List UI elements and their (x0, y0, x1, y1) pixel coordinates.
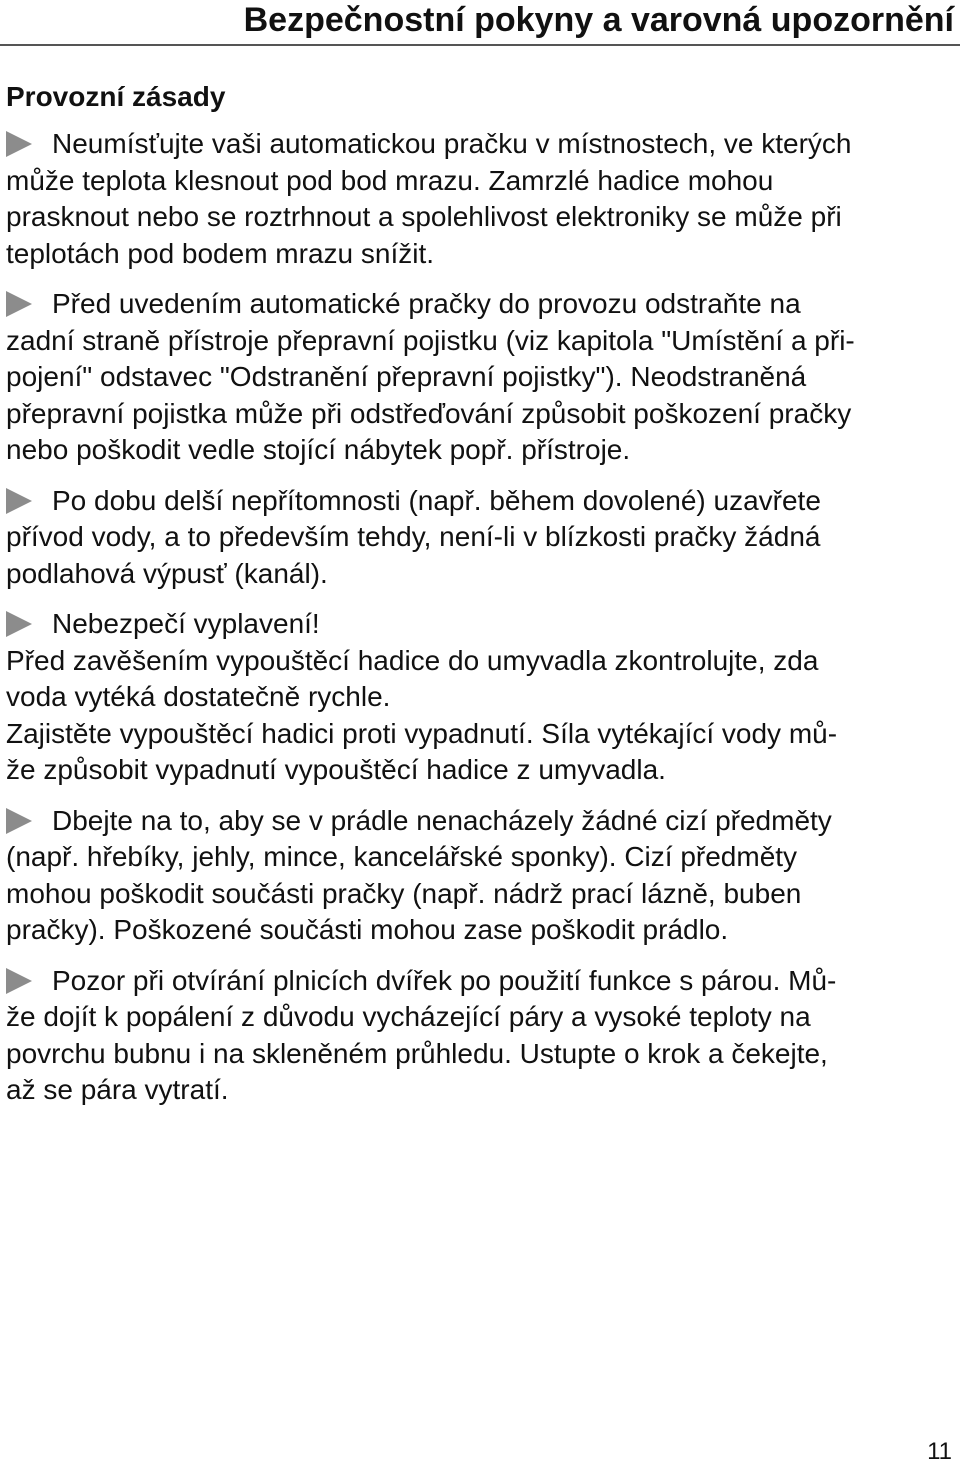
page-number: 11 (927, 1438, 952, 1465)
paragraph-line (6, 163, 954, 200)
line-text: zadní straně přístroje přepravní pojistku (viz kapitola "Umístění a při- (6, 324, 855, 356)
line-text: pračky). Poškozené součásti mohou zase poškodit prádlo. (6, 914, 729, 945)
instruction-paragraph (6, 126, 954, 272)
line-text: Dbejte na to, aby se v prádle nenacházely žádné cizí předměty (52, 804, 832, 836)
paragraph-line (6, 1072, 954, 1109)
line-text: (např. hřebíky, jehly, mince, kancelářské sponky). Cizí předměty (6, 841, 798, 872)
page-title: Bezpečnostní pokyny a varovná upozornění (243, 1, 954, 39)
line-text: nebo poškodit vedle stojící nábytek popř. přístroje. (6, 434, 631, 465)
triangle-right-icon (6, 291, 32, 317)
paragraph-line (6, 556, 954, 593)
line-text: pojení" odstavec "Odstranění přepravní pojistky"). Neodstraněná (6, 361, 807, 392)
line-text: že dojít k popálení z důvodu vycházející páry a vysoké teploty na (6, 1001, 811, 1032)
paragraph-line (6, 286, 954, 323)
line-text: voda vytéká dostatečně rychle. (6, 681, 391, 712)
paragraph-line (6, 432, 954, 469)
paragraph-line (6, 519, 954, 556)
line-text: může teplota klesnout pod bod mrazu. Zamrzlé hadice mohou (6, 164, 774, 196)
paragraph-line (6, 323, 954, 360)
line-text: přívod vody, a to především tehdy, není-li v blízkosti pračky žádná (6, 521, 821, 552)
instruction-paragraph (6, 803, 954, 949)
paragraph-line (6, 396, 954, 433)
line-text: podlahová výpusť (kanál). (6, 557, 328, 589)
triangle-right-icon (6, 131, 32, 157)
line-text: že způsobit vypadnutí vypouštěcí hadice z umyvadla. (6, 754, 666, 785)
triangle-right-icon (6, 808, 32, 834)
instruction-paragraph (6, 606, 954, 789)
paragraph-line (6, 679, 954, 716)
paragraph-line (6, 359, 954, 396)
line-text: přepravní pojistka může při odstřeďování způsobit poškození pračky (6, 397, 852, 429)
paragraph-line (6, 803, 954, 840)
line-text: povrchu bubnu i na skleněném průhledu. Ustupte o krok a čekejte, (6, 1037, 828, 1069)
line-text: Neumísťujte vaši automatickou pračku v místnostech, ve kterých (52, 128, 852, 159)
line-text: až se pára vytratí. (6, 1074, 229, 1105)
instruction-list (6, 126, 954, 1123)
paragraph-line (6, 126, 954, 163)
line-text: Před zavěšením vypouštěcí hadice do umyvadla zkontrolujte, zda (6, 644, 819, 676)
paragraph-line (6, 716, 954, 753)
line-text: Nebezpečí vyplavení! (52, 608, 320, 639)
instruction-paragraph (6, 286, 954, 469)
paragraph-line (6, 876, 954, 913)
paragraph-line (6, 199, 954, 236)
paragraph-line (6, 606, 954, 643)
paragraph-line (6, 483, 954, 520)
paragraph-line (6, 236, 954, 273)
instruction-paragraph (6, 963, 954, 1109)
instruction-paragraph (6, 483, 954, 593)
triangle-right-icon (6, 611, 32, 637)
triangle-right-icon (6, 488, 32, 514)
line-text: Zajistěte vypouštěcí hadici proti vypadnutí. Síla vytékající vody mů- (6, 717, 838, 749)
line-text: mohou poškodit součásti pračky (např. nádrž prací lázně, buben (6, 877, 802, 909)
paragraph-line (6, 999, 954, 1036)
paragraph-line (6, 963, 954, 1000)
line-text: prasknout nebo se roztrhnout a spolehlivost elektroniky se může při (6, 201, 842, 232)
line-text: Po dobu delší nepřítomnosti (např. během dovolené) uzavřete (52, 484, 821, 516)
line-text: Před uvedením automatické pračky do provozu odstraňte na (52, 288, 801, 319)
paragraph-line (6, 912, 954, 949)
section-heading: Provozní zásady (6, 81, 226, 112)
line-text: Pozor při otvírání plnicích dvířek po použití funkce s párou. Mů- (52, 964, 837, 996)
paragraph-line (6, 839, 954, 876)
line-text: teplotách pod bodem mrazu snížit. (6, 237, 435, 269)
paragraph-line (6, 1036, 954, 1073)
paragraph-line (6, 752, 954, 789)
page-header (0, 0, 960, 46)
triangle-right-icon (6, 968, 32, 994)
paragraph-line (6, 643, 954, 680)
